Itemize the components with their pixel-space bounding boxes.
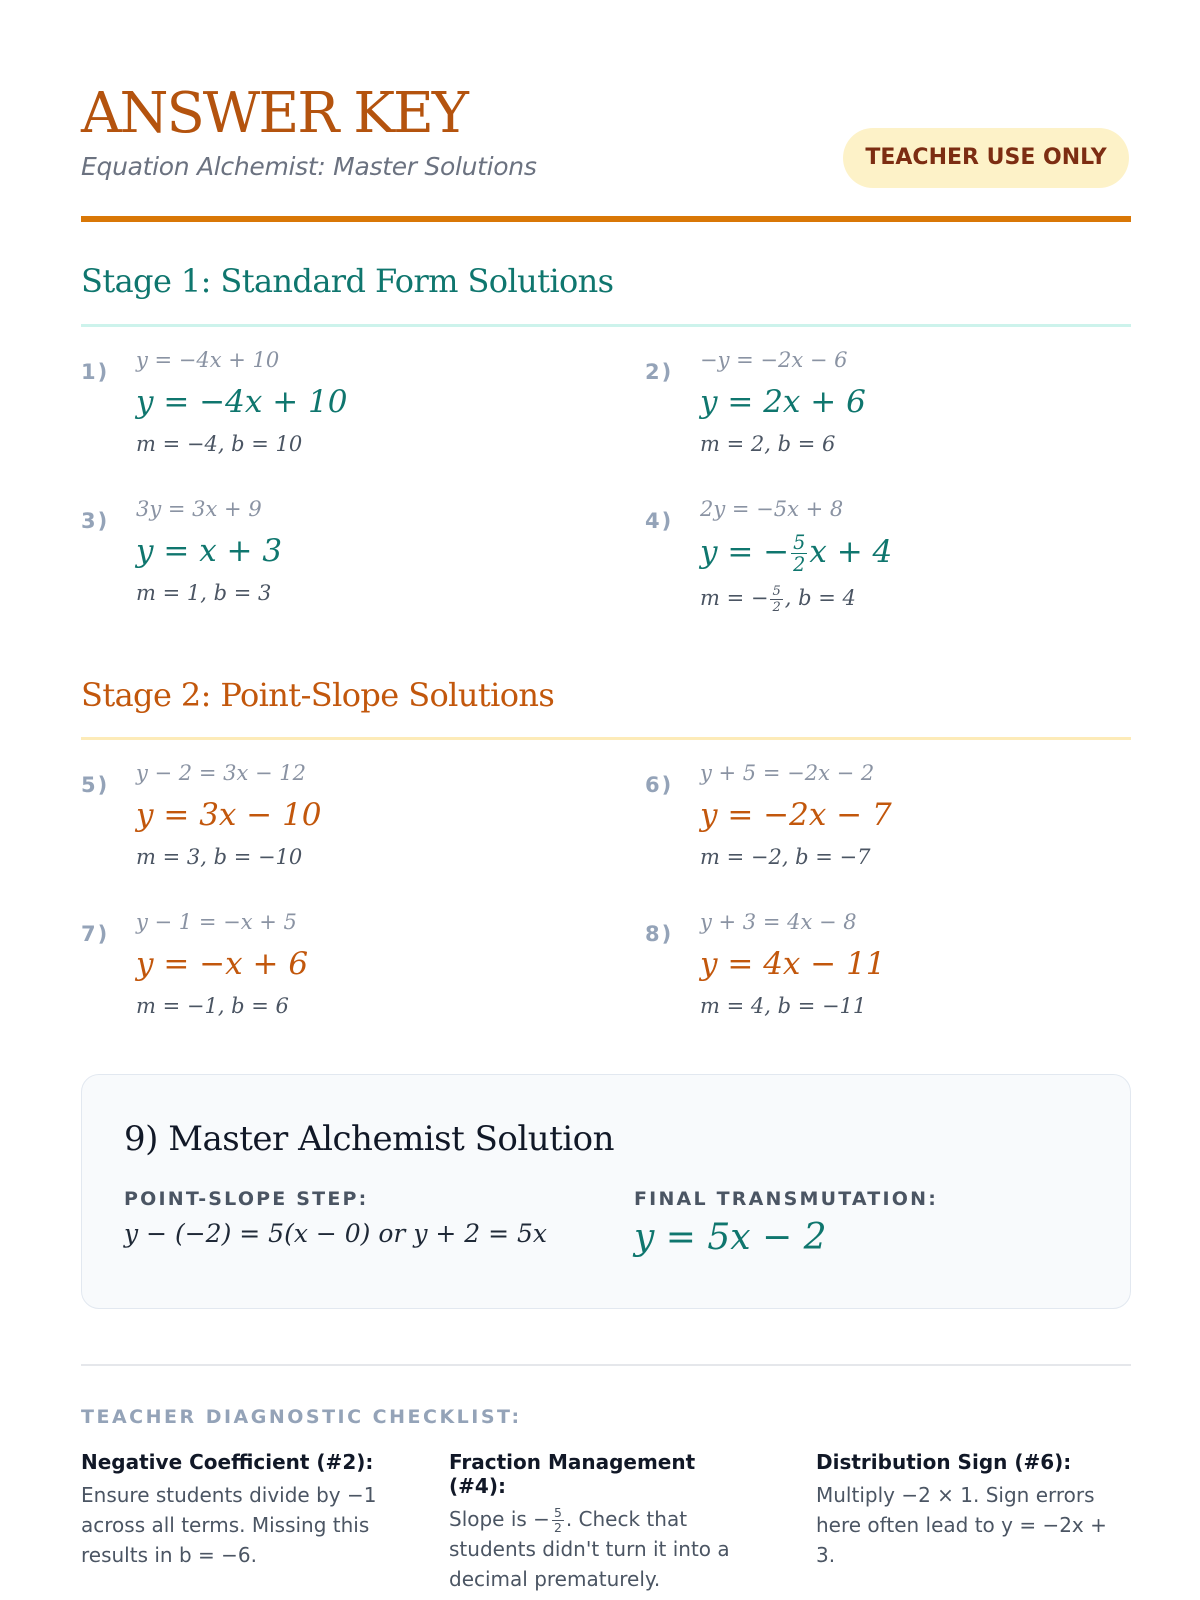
point-slope-step-label: POINT-SLOPE STEP:: [124, 1188, 369, 1210]
page-title: ANSWER KEY: [81, 81, 467, 146]
answer-equation: y = 4x − 11: [700, 946, 886, 982]
problem-2: [645, 348, 1145, 468]
answer-equation: y = − $\frac{5}{2}$ x + 4: [700, 531, 893, 577]
slope-intercept-values: m = − $\frac{5}{2}$ , b = 4: [700, 584, 856, 616]
stage2-divider: [81, 737, 1131, 740]
original-equation: −y = −2x − 6: [700, 348, 848, 372]
checklist-divider: [81, 1364, 1131, 1366]
problem-number: 6): [645, 773, 674, 797]
answer-equation: y = x + 3: [136, 533, 283, 569]
slope-intercept-values: m = −4, b = 10: [136, 432, 303, 456]
answer-equation: y = −2x − 7: [700, 797, 892, 833]
checklist-item-fraction-management: [449, 1450, 749, 1594]
checklist-item-body: Multiply −2 × 1. Sign errors here often lead to y = −2x + 3.: [816, 1483, 1107, 1567]
original-equation: y − 1 = −x + 5: [136, 910, 297, 934]
final-transmutation-label: FINAL TRANSMUTATION:: [634, 1188, 938, 1210]
checklist-title: TEACHER DIAGNOSTIC CHECKLIST:: [81, 1406, 522, 1428]
problem-4: [645, 497, 1145, 617]
header-divider: [81, 216, 1131, 222]
final-transmutation-equation: y = 5x − 2: [634, 1217, 827, 1258]
slope-intercept-values: m = −2, b = −7: [700, 845, 871, 869]
problem-3: [81, 497, 581, 617]
problem-number: 1): [81, 360, 110, 384]
problem-number: 7): [81, 922, 110, 946]
problem-8: [645, 910, 1145, 1030]
slope-intercept-values: m = 4, b = −11: [700, 994, 867, 1018]
checklist-item-negative-coefficient: [81, 1450, 391, 1570]
original-equation: y − 2 = 3x − 12: [136, 761, 306, 785]
checklist-item-title: Distribution Sign (#6):: [816, 1450, 1072, 1474]
master-solution-title: 9) Master Alchemist Solution: [124, 1119, 615, 1159]
problem-5: [81, 761, 581, 881]
answer-equation: y = −4x + 10: [136, 384, 348, 420]
slope-intercept-values: m = 1, b = 3: [136, 581, 272, 605]
answer-equation: y = 3x − 10: [136, 797, 322, 833]
slope-intercept-values: m = −1, b = 6: [136, 994, 289, 1018]
problem-number: 5): [81, 773, 110, 797]
fraction: $\frac{5}{2}$: [793, 531, 806, 577]
checklist-item-body: Slope is − $\frac{5}{2}$ . Check that students didn't turn it into a decimal prematurely.: [449, 1504, 730, 1592]
fraction: $\frac{5}{2}$: [553, 1504, 562, 1535]
problem-number: 8): [645, 922, 674, 946]
problem-6: [645, 761, 1145, 881]
fraction: $\frac{5}{2}$: [772, 584, 781, 616]
original-equation: y + 3 = 4x − 8: [700, 910, 857, 934]
original-equation: 2y = −5x + 8: [700, 497, 844, 521]
problem-number: 4): [645, 509, 674, 533]
stage2-title: Stage 2: Point-Slope Solutions: [81, 676, 555, 714]
stage1-title: Stage 1: Standard Form Solutions: [81, 262, 614, 300]
checklist-item-title: Fraction Management (#4):: [449, 1450, 696, 1498]
page-subtitle: Equation Alchemist: Master Solutions: [81, 152, 537, 181]
slope-intercept-values: m = 2, b = 6: [700, 432, 836, 456]
answer-equation: y = 2x + 6: [700, 384, 866, 420]
slope-intercept-values: m = 3, b = −10: [136, 845, 303, 869]
teacher-use-only-badge: TEACHER USE ONLY: [843, 128, 1129, 188]
checklist-item-body: Ensure students divide by −1 across all terms. Missing this results in b = −6.: [81, 1483, 377, 1567]
original-equation: y + 5 = −2x − 2: [700, 761, 875, 785]
problem-1: [81, 348, 581, 468]
stage1-divider: [81, 324, 1131, 327]
original-equation: y = −4x + 10: [136, 348, 280, 372]
master-solution-card: [81, 1074, 1131, 1309]
answer-equation: y = −x + 6: [136, 946, 309, 982]
checklist-item-distribution-sign: [816, 1450, 1126, 1570]
problem-number: 3): [81, 509, 110, 533]
problem-number: 2): [645, 360, 674, 384]
original-equation: 3y = 3x + 9: [136, 497, 262, 521]
checklist-item-title: Negative Coefficient (#2):: [81, 1450, 374, 1474]
problem-7: [81, 910, 581, 1030]
point-slope-step-equation: y − (−2) = 5(x − 0) or y + 2 = 5x: [124, 1219, 548, 1248]
